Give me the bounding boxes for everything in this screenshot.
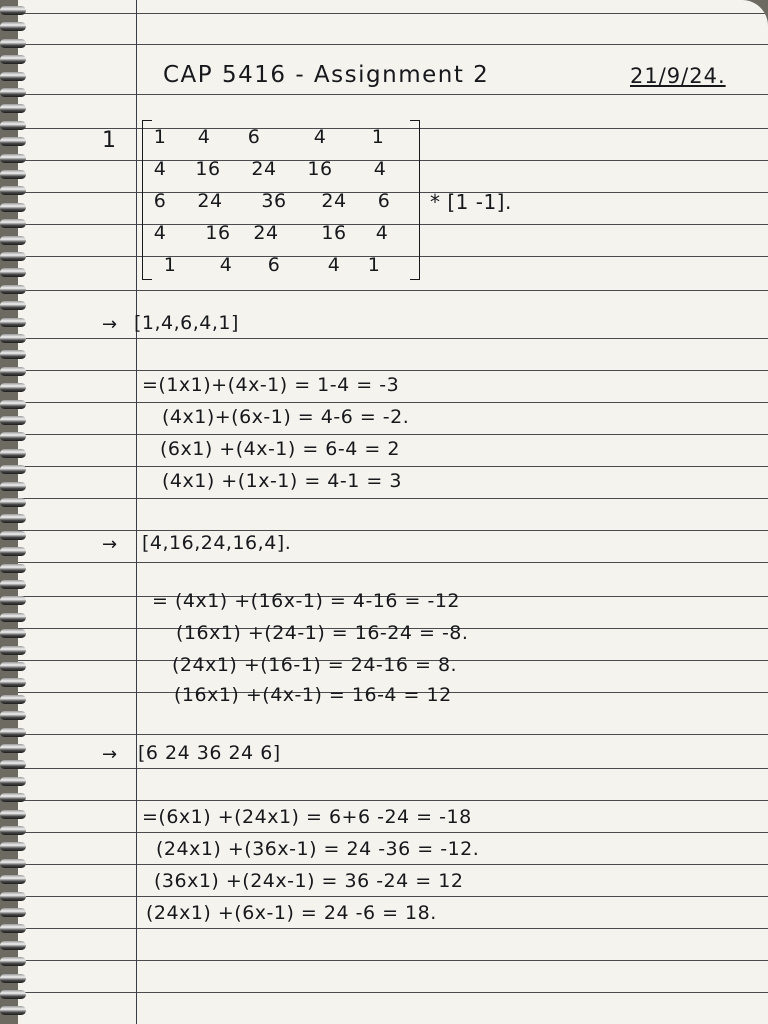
matrix-right-bracket [410,120,420,280]
spiral-loop [0,875,26,884]
spiral-loop [0,596,26,605]
spiral-loop [0,662,26,671]
spiral-binding [0,0,30,1024]
spiral-loop [0,39,26,48]
matrix-cell: 36 [261,190,287,212]
matrix-cell: 4 [153,158,167,180]
page-title: CAP 5416 - Assignment 2 [163,62,490,88]
spiral-loop [0,55,26,64]
date: 21/9/24. [630,64,726,88]
spiral-loop [0,203,26,212]
matrix-cell: 4 [375,222,389,244]
rule-line [18,44,768,45]
spiral-loop [0,744,26,753]
matrix-cell: 4 [373,158,387,180]
matrix-cell: 4 [327,254,341,276]
spiral-loop [0,957,26,966]
spiral-loop [0,318,26,327]
matrix-cell: 24 [251,158,277,180]
row-label: [1,4,6,4,1] [134,312,239,334]
matrix-cell: 1 [153,126,167,148]
spiral-loop [0,170,26,179]
problem-number: 1 [102,128,117,153]
spiral-loop [0,924,26,933]
rule-line [18,434,768,435]
spiral-loop [0,121,26,130]
spiral-loop [0,6,26,15]
matrix-cell: 4 [313,126,327,148]
spiral-loop [0,777,26,786]
spiral-loop [0,465,26,474]
rule-line [18,498,768,499]
spiral-loop [0,793,26,802]
rule-line [18,94,768,95]
matrix-cell: 6 [267,254,281,276]
spiral-loop [0,285,26,294]
matrix-cell: 24 [197,190,223,212]
spiral-loop [0,400,26,409]
spiral-loop [0,301,26,310]
rule-line [18,734,768,735]
spiral-loop [0,711,26,720]
spiral-loop [0,810,26,819]
spiral-loop [0,760,26,769]
spiral-loop [0,842,26,851]
spiral-loop [0,514,26,523]
spiral-loop [0,367,26,376]
spiral-loop [0,892,26,901]
spiral-loop [0,564,26,573]
spiral-loop [0,941,26,950]
rule-line [18,562,768,563]
calc-line: (6x1) +(4x-1) = 6-4 = 2 [160,438,400,460]
calc-line: (16x1) +(24-1) = 16-24 = -8. [176,622,469,644]
arrow-icon: → [102,314,118,335]
spiral-loop [0,728,26,737]
matrix-cell: 24 [321,190,347,212]
calc-line: (16x1) +(4x-1) = 16-4 = 12 [174,684,452,706]
spiral-loop [0,236,26,245]
spiral-loop [0,154,26,163]
row-label: [6 24 36 24 6] [138,742,281,764]
arrow-icon: → [102,534,118,555]
spiral-loop [0,678,26,687]
matrix-cell: 6 [377,190,391,212]
matrix-cell: 1 [163,254,177,276]
spiral-loop [0,547,26,556]
matrix-cell: 16 [195,158,221,180]
spiral-loop [0,646,26,655]
rule-line [18,896,768,897]
calc-line: (36x1) +(24x-1) = 36 -24 = 12 [154,870,464,892]
spiral-loop [0,252,26,261]
margin-line [136,0,137,1024]
matrix-cell: 24 [253,222,279,244]
spiral-loop [0,1006,26,1015]
spiral-loop [0,186,26,195]
spiral-loop [0,449,26,458]
kernel-operator: * [1 -1]. [430,190,512,214]
matrix-cell: 1 [367,254,381,276]
rule-line [18,768,768,769]
calc-line: (24x1) +(16-1) = 24-16 = 8. [172,654,458,676]
rule-line [18,466,768,467]
spiral-loop [0,88,26,97]
spiral-loop [0,580,26,589]
matrix-cell: 4 [197,126,211,148]
matrix-cell: 16 [307,158,333,180]
spiral-loop [0,826,26,835]
spiral-loop [0,350,26,359]
spiral-loop [0,432,26,441]
rule-line [18,960,768,961]
notebook-page [18,0,768,1024]
spiral-loop [0,859,26,868]
spiral-loop [0,482,26,491]
rule-line [18,338,768,339]
spiral-loop [0,990,26,999]
spiral-loop [0,908,26,917]
spiral-loop [0,334,26,343]
matrix-cell: 4 [153,222,167,244]
rule-line [18,928,768,929]
spiral-loop [0,72,26,81]
spiral-loop [0,137,26,146]
spiral-loop [0,104,26,113]
matrix-cell: 6 [247,126,261,148]
matrix-cell: 1 [371,126,385,148]
spiral-loop [0,22,26,31]
matrix-cell: 16 [321,222,347,244]
calc-line: =(1x1)+(4x-1) = 1-4 = -3 [142,374,400,396]
calc-line: (4x1) +(1x-1) = 4-1 = 3 [162,470,402,492]
spiral-loop [0,531,26,540]
spiral-loop [0,498,26,507]
spiral-loop [0,416,26,425]
rule-line [18,530,768,531]
rule-line [18,290,768,291]
spiral-loop [0,695,26,704]
rule-line [18,402,768,403]
matrix-cell: 4 [219,254,233,276]
rule-line [18,800,768,801]
rule-line [18,832,768,833]
spiral-loop [0,613,26,622]
calc-line: (4x1)+(6x-1) = 4-6 = -2. [162,406,410,428]
arrow-icon: → [102,744,118,765]
calc-line: (24x1) +(6x-1) = 24 -6 = 18. [146,902,437,924]
matrix-cell: 6 [153,190,167,212]
spiral-loop [0,974,26,983]
rule-line [18,370,768,371]
spiral-loop [0,383,26,392]
calc-line: = (4x1) +(16x-1) = 4-16 = -12 [152,590,461,612]
rule-line [18,992,768,993]
calc-line: =(6x1) +(24x1) = 6+6 -24 = -18 [142,806,472,828]
matrix-cell: 16 [205,222,231,244]
row-label: [4,16,24,16,4]. [142,532,292,554]
calc-line: (24x1) +(36x-1) = 24 -36 = -12. [156,838,480,860]
spiral-loop [0,629,26,638]
rule-line [18,13,768,14]
rule-line [18,864,768,865]
spiral-loop [0,268,26,277]
spiral-loop [0,219,26,228]
